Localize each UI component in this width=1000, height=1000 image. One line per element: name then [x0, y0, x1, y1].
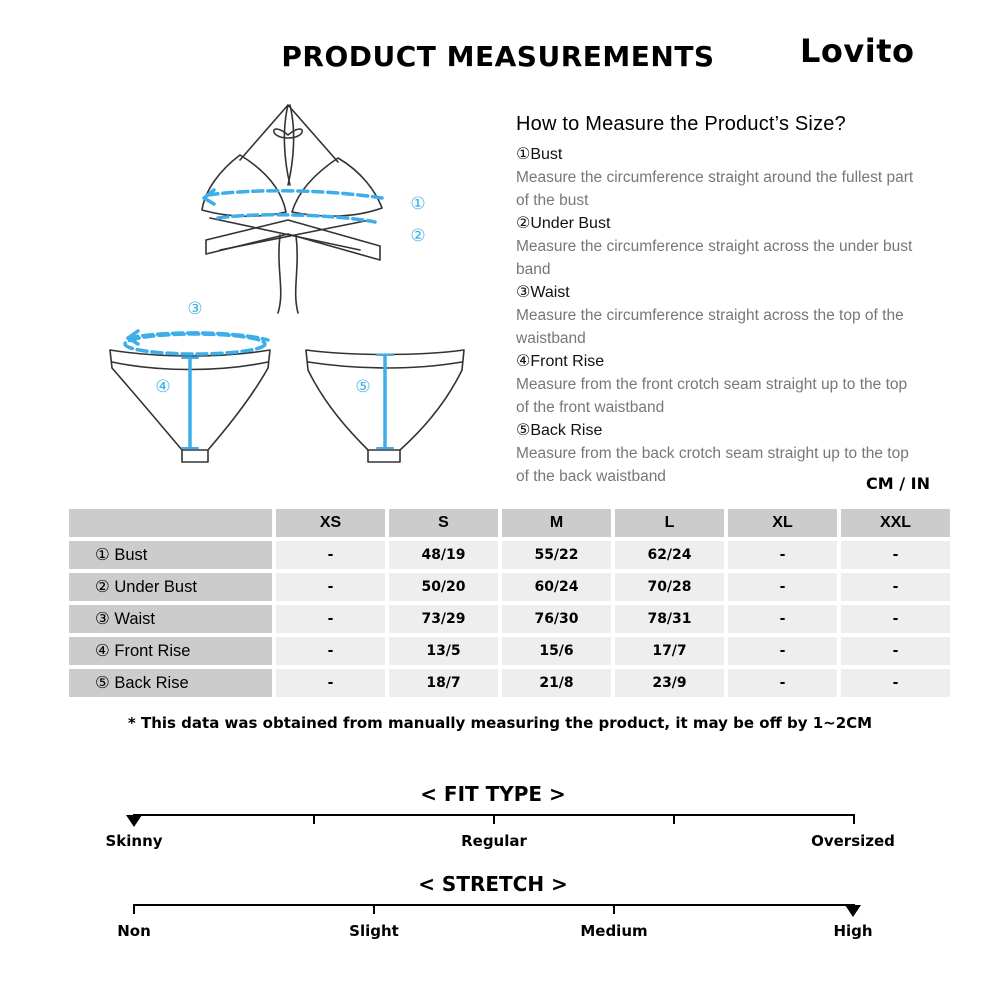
unit-label: CM / IN [866, 474, 930, 493]
size-table [65, 505, 954, 701]
table-corner [69, 509, 272, 537]
table-cell: - [728, 605, 837, 633]
table-cell: - [841, 669, 950, 697]
size-header: XXL [841, 509, 950, 537]
row-label: ⑤ Back Rise [69, 669, 272, 697]
stretch-tick [613, 904, 615, 914]
stretch-label-non: Non [117, 922, 151, 940]
measurement-note: * This data was obtained from manually measuring the product, it may be off by 1~2CM [127, 714, 873, 732]
table-row [69, 541, 950, 569]
table-cell: - [841, 573, 950, 601]
table-cell: 48/19 [389, 541, 498, 569]
guide-item-title: ②Under Bust [516, 215, 611, 232]
table-cell: - [728, 637, 837, 665]
table-cell: 62/24 [615, 541, 724, 569]
stretch-label-slight: Slight [349, 922, 399, 940]
guide-item-bust [516, 144, 916, 212]
size-header: XS [276, 509, 385, 537]
guide-item-title: ①Bust [516, 146, 563, 163]
guide-item-desc: Measure the circumference straight across the top of the waistband [516, 307, 904, 347]
table-cell: 76/30 [502, 605, 611, 633]
size-header: M [502, 509, 611, 537]
table-cell: - [276, 605, 385, 633]
stretch-tick [133, 904, 135, 914]
marker-5: ⑤ [355, 377, 371, 397]
guide-item-title: ③Waist [516, 284, 570, 301]
table-cell: 18/7 [389, 669, 498, 697]
stretch-label-medium: Medium [580, 922, 648, 940]
guide-item-under-bust [516, 213, 916, 281]
fit-type-tick [673, 814, 675, 824]
table-row [69, 605, 950, 633]
table-cell: - [841, 541, 950, 569]
marker-1: ① [410, 194, 426, 214]
guide-item-front-rise [516, 351, 916, 419]
stretch-indicator-icon [845, 905, 861, 917]
row-label: ③ Waist [69, 605, 272, 633]
marker-3: ③ [187, 299, 203, 319]
marker-4: ④ [155, 377, 171, 397]
stretch-tick [373, 904, 375, 914]
fit-type-indicator-icon [126, 815, 142, 827]
fit-type-tick [313, 814, 315, 824]
underband [206, 220, 380, 260]
fit-type-label-skinny: Skinny [105, 832, 163, 850]
guide-item-desc: Measure the circumference straight around the fullest part of the bust [516, 169, 914, 209]
stretch-scale-line [133, 904, 855, 906]
table-cell: - [276, 669, 385, 697]
row-label: ① Bust [69, 541, 272, 569]
fit-type-label-regular: Regular [461, 832, 527, 850]
right-cup [292, 158, 382, 216]
guide-item-back-rise [516, 420, 916, 488]
fit-type-tick [853, 814, 855, 824]
size-header: S [389, 509, 498, 537]
page-title: PRODUCT MEASUREMENTS [281, 40, 715, 73]
left-cup [202, 155, 286, 216]
bow [274, 129, 303, 138]
measurement-illustration [100, 100, 500, 480]
guide-item-waist [516, 282, 916, 350]
guide-item-title: ④Front Rise [516, 353, 605, 370]
table-cell: - [276, 637, 385, 665]
marker-2: ② [410, 226, 426, 246]
stretch-label-high: High [833, 922, 873, 940]
table-cell: 70/28 [615, 573, 724, 601]
table-cell: - [728, 541, 837, 569]
table-cell: - [276, 573, 385, 601]
measure-guide [516, 113, 916, 489]
halter-strap [240, 105, 338, 185]
table-cell: 73/29 [389, 605, 498, 633]
guide-item-desc: Measure from the front crotch seam straight up to the top of the front waistband [516, 376, 908, 416]
table-cell: 60/24 [502, 573, 611, 601]
table-cell: - [841, 637, 950, 665]
size-header: L [615, 509, 724, 537]
fit-type-tick [493, 814, 495, 824]
table-cell: 15/6 [502, 637, 611, 665]
row-label: ② Under Bust [69, 573, 272, 601]
table-cell: - [841, 605, 950, 633]
row-label: ④ Front Rise [69, 637, 272, 665]
fit-type-label-oversized: Oversized [811, 832, 895, 850]
brand-logo: Lovito [800, 32, 915, 70]
table-cell: 23/9 [615, 669, 724, 697]
guide-item-desc: Measure the circumference straight across the under bust band [516, 238, 913, 278]
table-cell: 17/7 [615, 637, 724, 665]
table-cell: - [276, 541, 385, 569]
table-cell: 78/31 [615, 605, 724, 633]
table-row [69, 637, 950, 665]
table-cell: - [728, 669, 837, 697]
table-cell: 50/20 [389, 573, 498, 601]
table-header-row [69, 509, 950, 537]
table-cell: 21/8 [502, 669, 611, 697]
guide-item-desc: Measure from the back crotch seam straight up to the top of the back waistband [516, 445, 909, 485]
table-cell: 13/5 [389, 637, 498, 665]
stretch-title: < STRETCH > [418, 872, 568, 896]
fit-type-title: < FIT TYPE > [420, 782, 566, 806]
table-cell: - [728, 573, 837, 601]
tie-strings [278, 235, 298, 313]
table-cell: 55/22 [502, 541, 611, 569]
table-row [69, 669, 950, 697]
guide-item-title: ⑤Back Rise [516, 422, 603, 439]
guide-heading: How to Measure the Product’s Size? [516, 113, 846, 135]
table-row [69, 573, 950, 601]
size-header: XL [728, 509, 837, 537]
